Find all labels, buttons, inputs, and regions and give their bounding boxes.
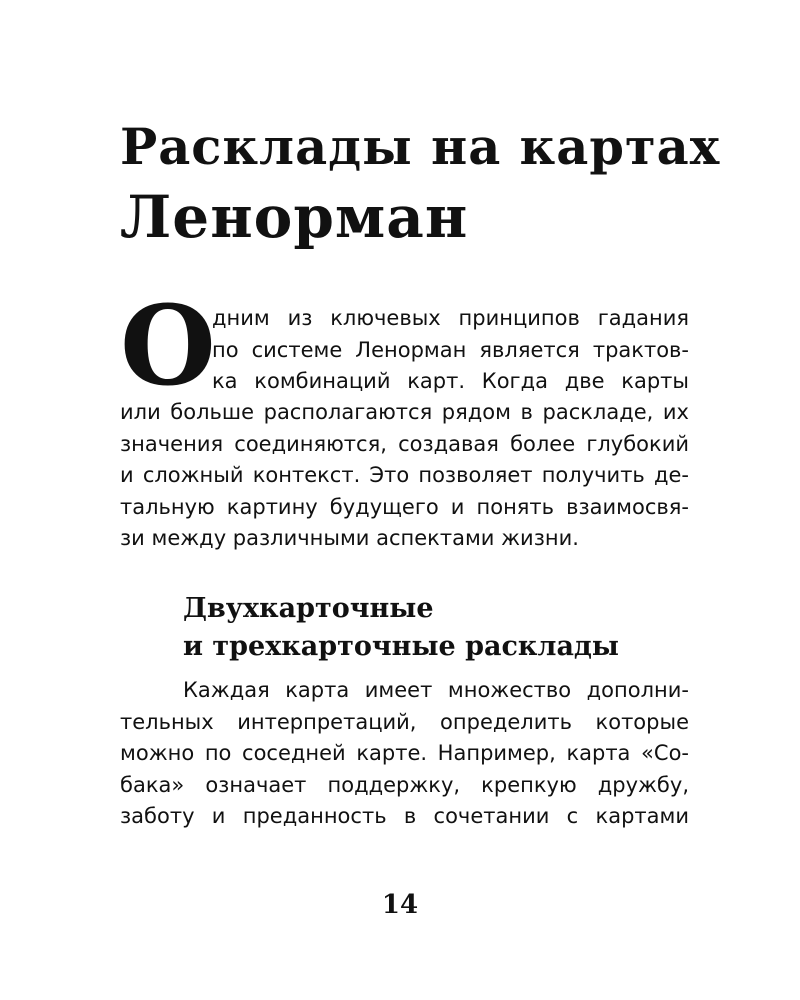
intro-paragraph-beside-drop-cap (212, 303, 689, 398)
text-line: заботу и преданность в сочетании с картами (120, 804, 689, 828)
drop-cap-letter: О (120, 281, 216, 410)
chapter-title-line-2: Ленорман (120, 183, 469, 251)
text-line: зи между различными аспектами жизни. (120, 526, 579, 550)
text-line: или больше располагаются рядом в раскладе, их (120, 400, 689, 424)
text-line: можно по соседней карте. Например, карта «Со- (120, 741, 689, 765)
section-heading-line-1: Двухкарточные (183, 593, 434, 624)
text-line: и сложный контекст. Это позволяет получить де- (120, 463, 689, 487)
intro-paragraph-continuation (120, 397, 689, 555)
text-line: Каждая карта имеет множество дополни- (183, 678, 689, 702)
section-paragraph (120, 675, 689, 833)
text-line: дним из ключевых принципов гадания (212, 306, 689, 330)
section-heading (183, 590, 683, 666)
page-number: 14 (381, 890, 419, 920)
text-line: тальную картину будущего и понять взаимосвя- (120, 494, 689, 519)
text-line: ка комбинаций карт. Когда две карты (212, 369, 689, 393)
chapter-title (120, 112, 720, 252)
text-line: по системе Ленорман является трактов- (212, 337, 689, 362)
text-line: тельных интерпретаций, определить которые (120, 709, 689, 734)
text-line: бака» означает поддержку, крепкую дружбу, (120, 772, 689, 797)
chapter-title-line-1: Расклады на картах (120, 118, 721, 176)
text-line: значения соединяются, создавая более глубокий (120, 431, 689, 456)
section-heading-line-2: и трехкарточные расклады (183, 631, 619, 662)
